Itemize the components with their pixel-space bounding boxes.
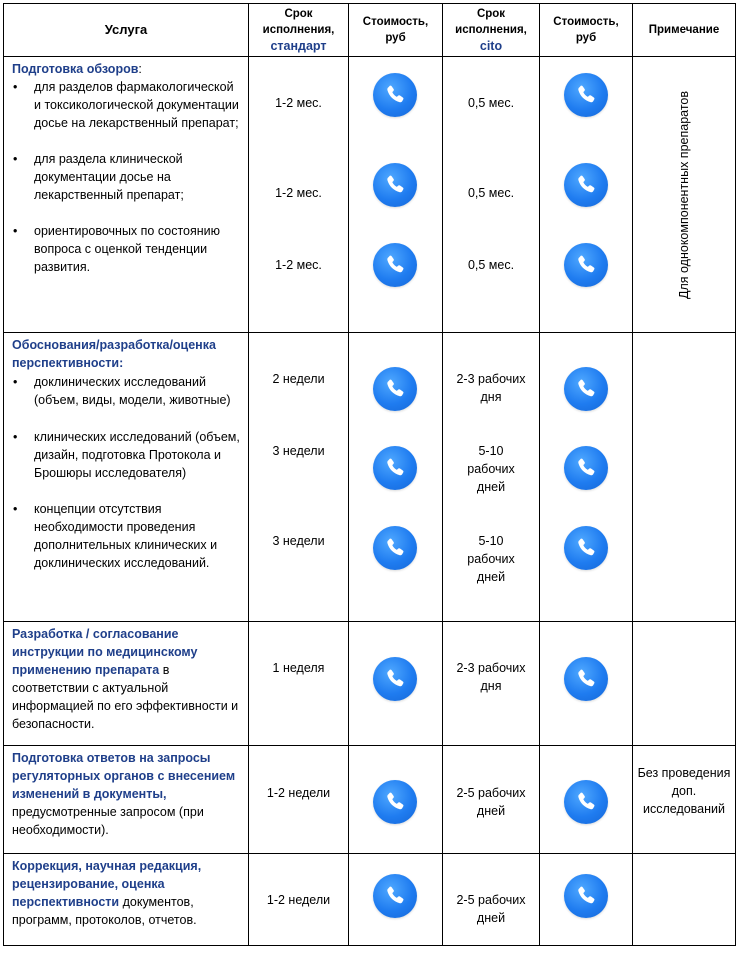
section-title: Разработка / согласование инструкции по медицинскому применению препарата	[12, 627, 198, 677]
term-value: 2-5 рабочих дней	[456, 893, 526, 925]
cost-standard-cell	[349, 333, 443, 622]
phone-icon[interactable]	[373, 526, 417, 570]
table-row	[4, 746, 736, 854]
term-standard-cell	[249, 746, 349, 854]
term-standard-cell	[249, 333, 349, 622]
phone-icon[interactable]	[373, 73, 417, 117]
cost-cito-cell	[540, 854, 633, 946]
phone-icon[interactable]	[564, 780, 608, 824]
note-cell	[633, 746, 736, 854]
header-term-cito: Срок исполнения, cito	[443, 4, 540, 57]
phone-icon[interactable]	[373, 780, 417, 824]
note-text: Для однокомпонентных препаратов	[677, 90, 691, 299]
cost-standard-cell	[349, 746, 443, 854]
term-cito-cell	[443, 746, 540, 854]
table-row	[4, 333, 736, 622]
term-value: 1 неделя	[272, 661, 325, 675]
term-value: 2-5 рабочих дней	[456, 786, 526, 818]
phone-icon[interactable]	[373, 163, 417, 207]
section-title: Обоснования/разработка/оценка перспективности:	[12, 338, 216, 370]
services-price-table	[3, 3, 736, 946]
cost-cito-cell	[540, 746, 633, 854]
header-service: Услуга	[4, 4, 249, 57]
term-value: 1-2 недели	[266, 893, 331, 907]
table-header-row	[4, 4, 736, 57]
phone-icon[interactable]	[564, 243, 608, 287]
section-text: Коррекция, научная редакция, рецензирование, оценка перспективности документов, программ, протоколов, отчетов.	[12, 859, 202, 927]
header-cost-standard: Стоимость, руб	[349, 4, 443, 57]
term-value: 1-2 мес.	[275, 96, 322, 110]
service-cell	[4, 622, 249, 746]
term-value: 1-2 недели	[266, 786, 331, 800]
service-cell	[4, 746, 249, 854]
term-cito-cell	[443, 333, 540, 622]
header-cost-cito: Стоимость, руб	[540, 4, 633, 57]
cost-standard-cell	[349, 57, 443, 333]
section-title: Коррекция, научная редакция, рецензирование, оценка перспективности	[12, 859, 202, 909]
cost-standard-cell	[349, 622, 443, 746]
section-text: Разработка / согласование инструкции по медицинскому применению препарата в соответствии с актуальной информацией по его эффективности и безопасности.	[12, 627, 239, 731]
cost-cito-cell	[540, 622, 633, 746]
service-cell	[4, 333, 249, 622]
phone-icon[interactable]	[373, 657, 417, 701]
term-standard-cell	[249, 57, 349, 333]
phone-icon[interactable]	[373, 874, 417, 918]
term-value: 3 недели	[272, 534, 325, 548]
term-value: 2-3 рабочих дня	[456, 661, 526, 693]
list-item: • для раздела клинической документации досье на лекарственный препарат;	[13, 152, 184, 202]
header-note: Примечание	[633, 4, 736, 57]
phone-icon[interactable]	[373, 367, 417, 411]
phone-icon[interactable]	[564, 367, 608, 411]
term-cito-cell	[443, 622, 540, 746]
note-cell	[633, 57, 736, 333]
cost-cito-cell	[540, 57, 633, 333]
term-value: 5-10 рабочих дней	[467, 534, 515, 584]
table-row	[4, 622, 736, 746]
phone-icon[interactable]	[564, 73, 608, 117]
header-term-standard: Срок исполнения, стандарт	[249, 4, 349, 57]
term-value: 1-2 мес.	[275, 186, 322, 200]
section-text: Подготовка ответов на запросы регуляторных органов с внесением изменений в документы, предусмотренные запросом (при необходимости).	[12, 751, 236, 837]
term-standard-cell	[249, 854, 349, 946]
header-term-cito-mode: cito	[479, 38, 503, 53]
phone-icon[interactable]	[564, 874, 608, 918]
term-value: 3 недели	[272, 444, 325, 458]
term-value: 0,5 мес.	[467, 258, 515, 272]
list-item: • доклинических исследований (объем, виды, модели, животные)	[13, 375, 231, 407]
cost-standard-cell	[349, 854, 443, 946]
cost-cito-cell	[540, 333, 633, 622]
term-standard-cell	[249, 622, 349, 746]
term-value: 2 недели	[272, 372, 325, 386]
note-text: Без проведения доп. исследований	[637, 766, 731, 816]
term-value: 0,5 мес.	[467, 186, 515, 200]
section-title: Подготовка ответов на запросы регуляторных органов с внесением изменений в документы,	[12, 751, 236, 801]
service-cell	[4, 854, 249, 946]
list-item: • клинических исследований (объем, дизайн, подготовка Протокола и Брошюры исследователя)	[13, 430, 240, 480]
term-value: 0,5 мес.	[467, 96, 515, 110]
phone-icon[interactable]	[564, 657, 608, 701]
term-value: 5-10 рабочих дней	[467, 444, 515, 494]
phone-icon[interactable]	[373, 243, 417, 287]
service-cell	[4, 57, 249, 333]
table-row	[4, 57, 736, 333]
header-term-standard-mode: стандарт	[270, 38, 327, 53]
note-cell	[633, 333, 736, 622]
term-value: 2-3 рабочих дня	[456, 372, 526, 404]
term-value: 1-2 мес.	[275, 258, 322, 272]
phone-icon[interactable]	[564, 526, 608, 570]
phone-icon[interactable]	[373, 446, 417, 490]
term-cito-cell	[443, 57, 540, 333]
phone-icon[interactable]	[564, 163, 608, 207]
section-title: Подготовка обзоров:	[12, 62, 142, 76]
table-row	[4, 854, 736, 946]
note-cell	[633, 854, 736, 946]
note-cell	[633, 622, 736, 746]
list-item: • концепции отсутствия необходимости проведения дополнительных клинических и доклинических исследований.	[13, 502, 218, 570]
list-item: • ориентировочных по состоянию вопроса с оценкой тенденции развития.	[13, 224, 221, 274]
term-cito-cell	[443, 854, 540, 946]
phone-icon[interactable]	[564, 446, 608, 490]
list-item: • для разделов фармакологической и токсикологической документации досье на лекарственный препарат;	[13, 80, 239, 130]
